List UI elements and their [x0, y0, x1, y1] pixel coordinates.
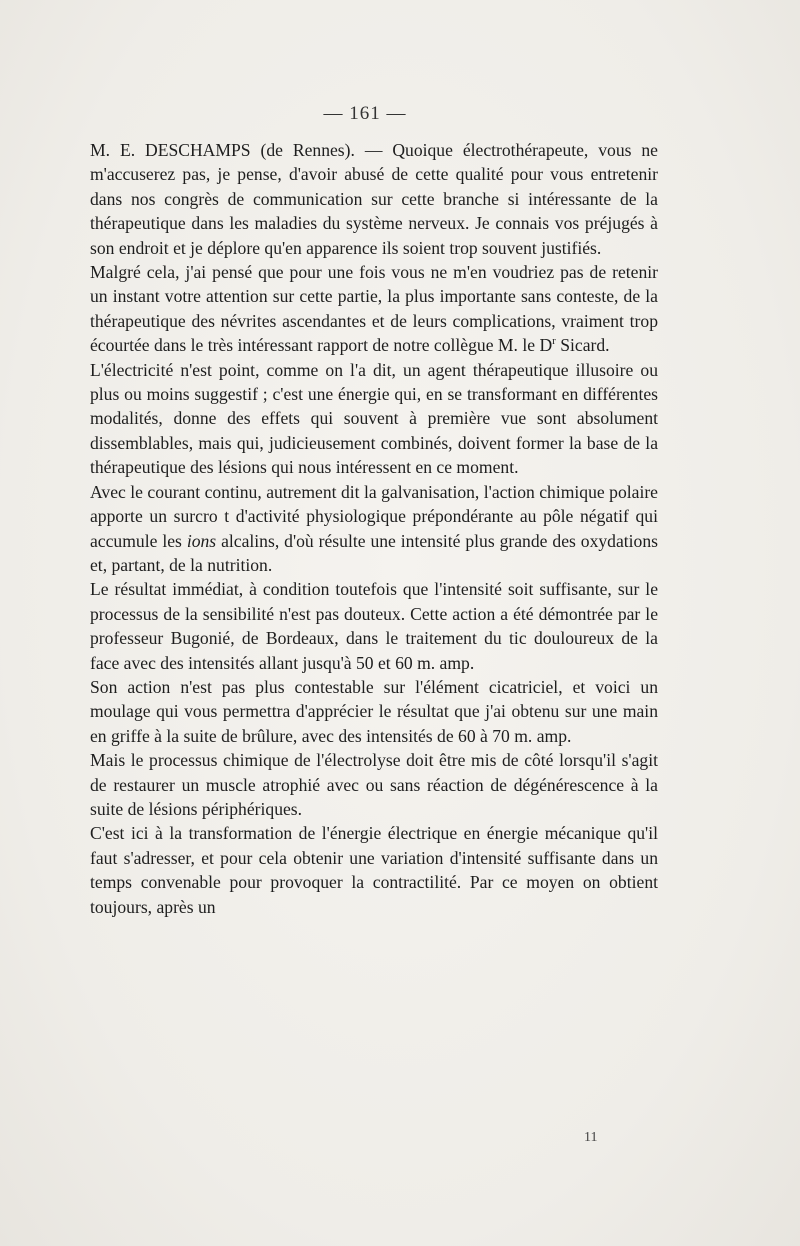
paragraph-5 — [90, 577, 658, 675]
paragraph-2-superscript: r — [552, 335, 556, 348]
paragraph-2-text-a: Malgré cela, j'ai pensé que pour une fois vous ne m'en voudriez pas de retenir un instant votre attention sur cette partie, la plus importante sans conteste, de la thérapeutique des névrites ascendantes et de leurs complications, vraiment trop écourtée dans le très intéressant rapport de notre collègue M. le D — [90, 262, 658, 356]
paragraph-7-text: Mais le processus chimique de l'électrolyse doit être mis de côté lorsqu'il s'agit de restaurer un muscle atrophié avec ou sans réaction de dégénérescence à la suite de lésions périphériques. — [90, 750, 658, 819]
paragraph-6-text: Son action n'est pas plus contestable sur l'élément cicatriciel, et voici un moulage qui vous permettra d'apprécier le résultat que j'ai obtenu sur une main en griffe à la suite de brûlure, avec des intensités de 60 à 70 m. amp. — [90, 676, 658, 746]
paragraph-2 — [90, 260, 658, 358]
page-number: — 161 — — [323, 103, 407, 124]
paragraph-4-text-a: Avec le courant continu, autrement dit la galvanisation, l'action chimique polaire apporte un surcro t d'activité physiologique prépondérante au pôle négatif qui accumule les — [90, 481, 658, 551]
paragraph-4-italic: ions — [186, 530, 217, 551]
paragraph-6 — [90, 675, 658, 748]
signature-mark: 11 — [584, 1130, 598, 1145]
body-text — [90, 138, 658, 919]
paragraph-7 — [90, 748, 658, 821]
paragraph-8 — [90, 821, 658, 919]
paragraph-1 — [90, 138, 658, 260]
paragraph-8-text: C'est ici à la transformation de l'énergie électrique en énergie mécanique qu'il faut s'adresser, et pour cela obtenir une variation d'intensité suffisante dans un temps convenable pour provoquer la contractilité. Par ce moyen on obtient toujours, après un — [90, 823, 658, 917]
paragraph-2-text-b: Sicard. — [555, 335, 610, 356]
paragraph-4 — [90, 480, 658, 578]
paragraph-3-text: L'électricité n'est point, comme on l'a dit, un agent thérapeutique illusoire ou plus ou moins suggestif ; c'est une énergie qui, en se transformant en différentes modalités, donne des effets qui souvent à première vue sont absolument dissemblables, mais qui, judicieusement combinés, doivent former la base de la thérapeutique des lésions qui nous intéressent en ce moment. — [90, 359, 658, 478]
paragraph-1-text: — Quoique électrothérapeute, vous ne m'accuserez pas, je pense, d'avoir abusé de cette qualité pour vous entretenir dans nos congrès de communication sur cette branche si intéressante de la thérapeutique dans les maladies du système nerveux. Je connais vos préjugés à son endroit et je déplore qu'en apparence ils soient trop souvent justifiés. — [90, 140, 658, 258]
paragraph-4-text-b: alcalins, d'où résulte une intensité plus grande des oxydations et, partant, de la nutrition. — [90, 530, 658, 575]
speaker-name: M. E. DESCHAMPS (de Rennes). — [90, 140, 355, 160]
paragraph-5-text: Le résultat immédiat, à condition toutefois que l'intensité soit suffisante, sur le processus de la sensibilité n'est pas douteux. Cette action a été démontrée par le professeur Bugonié, de Bordeaux, dans le traitement du tic douloureux de la face avec des intensités allant jusqu'à 50 et 60 m. amp. — [90, 579, 658, 673]
paragraph-3 — [90, 358, 658, 480]
